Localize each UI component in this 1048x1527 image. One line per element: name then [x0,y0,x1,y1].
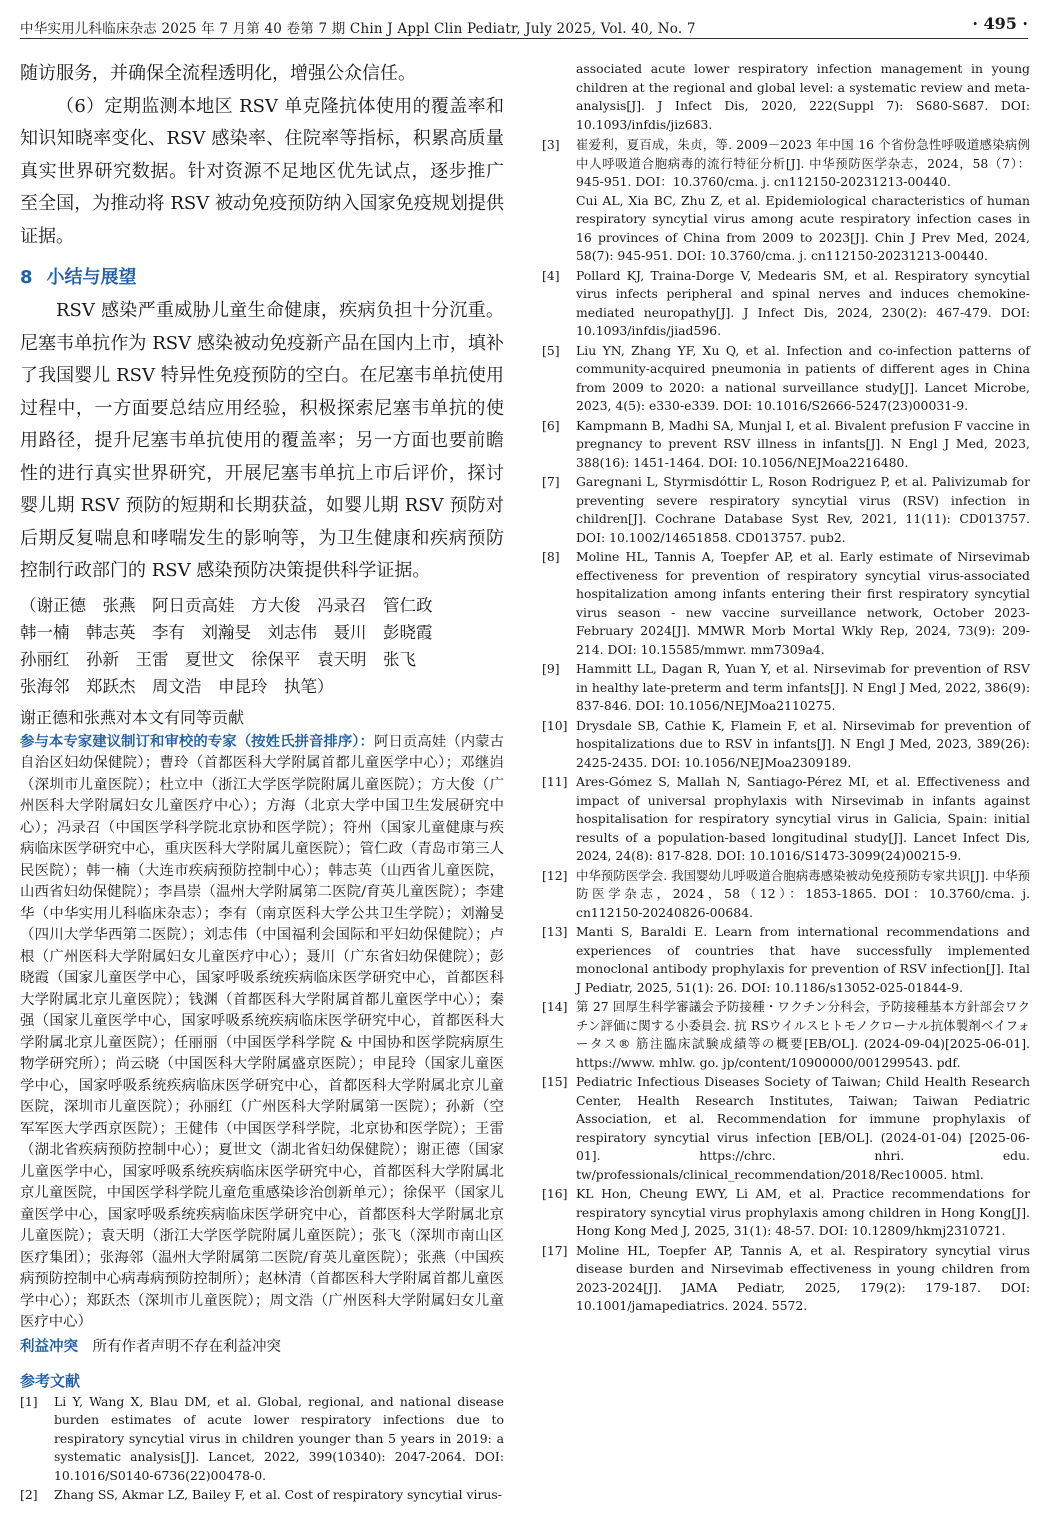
reference-number: [12] [542,867,568,883]
experts-label: 参与本专家建议制订和审校的专家（按姓氏拼音排序）： [20,733,374,750]
reference-item [542,473,1030,547]
author-line: 张海邻 郑跃杰 周文浩 申昆玲 执笔） [20,676,334,696]
expert-list [20,732,504,1334]
coi-text: 所有作者声明不存在利益冲突 [92,1338,281,1355]
reference-text: 第 27 回厚生科学審議会予防接種・ワクチン分科会，予防接種基本方針部会ワクチン評価に関する小委員会. 抗 RSウイルスヒトモノクローナル抗体製剤ベイフォータス® 筋注臨床試験成績等の概要[EB/OL]. (2024-09-04)[2025-06-01]. https://www. mhlw. go. jp/content/10900000/001299543. pdf. [576,999,1030,1070]
left-column [20,58,504,1506]
equal-contribution-note: 谢正德和张燕对本文有同等贡献 [20,707,245,727]
reference-item [542,717,1030,773]
reference-text: 中华预防医学会. 我国婴幼儿呼吸道合胞病毒感染被动免疫预防专家共识[J]. 中华预防医学杂志，2024，58（12）：1853-1865. DOI：10.3760/cma. j. cn112150-20240826-00684. [576,867,1030,920]
author-line: 韩一楠 韩志英 李有 刘瀚旻 刘志伟 聂川 彭晓霞 [20,622,433,642]
reference-continuation: associated acute lower respiratory infection management in young children at the regional and global level: a systematic review and meta-analysis[J]. J Infect Dis, 2020, 222(Suppl 7): S680-S687. DOI: 10.1093/infdis/jiz683. [576,61,1030,132]
reference-text: Drysdale SB, Cathie K, Flamein F, et al. Nirsevimab for prevention of hospitalizations due to RSV in infants[J]. N Engl J Med, 2023, 389(26): 2425-2435. DOI: 10.1056/NEJMoa2309189. [576,717,1030,770]
reference-text: Pediatric Infectious Diseases Society of Taiwan; Child Health Research Center, Health Research Institutes, Taiwan; Taiwan Pediatric Association, et al. Recommendation for immune prophylaxis of respiratory syncytial virus infection [EB/OL]. (2024-01-04) [2025-06-01]. https://chrc. nhri. edu. tw/professionals/clinical_recommendation/2018/Rec10005. html. [576,1074,1030,1182]
references-heading: 参考文献 [20,1371,81,1390]
reference-item [542,1185,1030,1241]
journal-citation: 中华实用儿科临床杂志 2025 年 7 月第 40 卷第 7 期 Chin J Appl Clin Pediatr, July 2025, Vol. 40, No. 7 [20,21,696,37]
reference-item [542,660,1030,716]
reference-text: Li Y, Wang X, Blau DM, et al. Global, regional, and national disease burden estimates of acute lower respiratory infections due to respiratory syncytial virus in children younger than 5 years in 2019: a systematic analysis[J]. Lancet, 2022, 399(10340): 2047-2064. DOI: 10.1016/S0140-6736(22)00478-0. [54,1393,504,1483]
reference-item [542,1242,1030,1316]
reference-number: [16] [542,1186,568,1201]
reference-number: [2] [20,1487,38,1502]
reference-item [542,923,1030,997]
reference-text: Zhang SS, Akmar LZ, Bailey F, et al. Cost of respiratory syncytial virus- [54,1487,502,1502]
reference-item [542,1073,1030,1184]
paragraph-1: 随访服务，并确保全流程透明化，增强公众信任。 [20,63,416,84]
reference-number: [8] [542,549,560,564]
reference-number: [9] [542,661,560,676]
running-header [20,14,1028,39]
reference-number: [4] [542,267,560,283]
reference-text: Liu YN, Zhang YF, Xu Q, et al. Infection and co-infection patterns of community-acquired pneumonia in patients of different ages in China from 2009 to 2020: a national surveillance study[J]. Lancet Microbe, 2023, 4(5): e330-e339. DOI: 10.1016/S2666-5247(23)00031-9. [576,342,1030,413]
section-title: 小结与展望 [46,267,137,288]
conflict-of-interest [20,1336,504,1358]
reference-text-english: Cui AL, Xia BC, Zhu Z, et al. Epidemiological characteristics of human respiratory syncytial virus among acute respiratory infection cases in 16 provinces of China from 2009 to 2023[J]. Chin J Prev Med, 2024, 58(7): 945-951. DOI: 10.3760/cma. j. cn112150-20231213-00440. [576,192,1030,263]
reference-text: Kampmann B, Madhi SA, Munjal I, et al. Bivalent prefusion F vaccine in pregnancy to prevent RSV illness in infants[J]. N Engl J Med, 2023, 388(16): 1451-1464. DOI: 10.1056/NEJMoa2216480. [576,417,1030,470]
reference-item [542,867,1030,923]
author-list [20,592,504,700]
reference-number: [3] [542,137,560,152]
reference-text: Pollard KJ, Traina-Dorge V, Medearis SM, et al. Respiratory syncytial virus infects peripheral and spinal nerves and induces chemokine-mediated neuropathy[J]. J Infect Dis, 2024, 230(2): 467-479. DOI: 10.1093/infdis/jiad596. [576,267,1030,338]
reference-number: [5] [542,342,560,358]
author-line: （谢正德 张燕 阿日贡高娃 方大俊 冯录召 管仁政 [20,595,433,615]
page-number: · 495 · [972,14,1028,33]
reference-item [542,998,1030,1072]
reference-number: [17] [542,1242,568,1258]
right-column [542,60,1030,1318]
reference-item [20,1393,504,1486]
reference-number: [10] [542,717,568,733]
reference-text: Ares-Gómez S, Mallah N, Santiago-Pérez MI, et al. Effectiveness and impact of universal prophylaxis with Nirsevimab in infants against hospitalisation for respiratory syncytial virus in Galicia, Spain: initial results of a population-based longitudinal study[J]. Lancet Infect Dis, 2024, 24(8): 817-828. DOI: 10.1016/S1473-3099(24)00215-9. [576,774,1030,863]
reference-item [542,548,1030,659]
reference-item [542,417,1030,473]
reference-text: Garegnani L, Styrmisdóttir L, Roson Rodriguez P, et al. Palivizumab for preventing severe respiratory syncytial virus (RSV) infection in children[J]. Cochrane Database Syst Rev, 2021, 11(11): CD013757. DOI: 10.1002/14651858. CD013757. pub2. [576,474,1030,545]
reference-text: Moline HL, Toepfer AP, Tannis A, et al. Respiratory syncytial virus disease burden and Nirsevimab effectiveness in young children from 2023-2024[J]. JAMA Pediatr, 2025, 179(2): 179-187. DOI: 10.1001/jamapediatrics. 2024. 5572. [576,1242,1030,1313]
reference-number: [14] [542,999,568,1014]
reference-item [20,1486,504,1505]
reference-number: [11] [542,774,568,789]
reference-item [542,136,1030,266]
reference-number: [15] [542,1074,568,1089]
reference-item [542,267,1030,341]
paragraph-2: （6）定期监测本地区 RSV 单克隆抗体使用的覆盖率和知识知晓率变化、RSV 感染率、住院率等指标，积累高质量真实世界研究数据。针对资源不足地区优先试点，逐步推广至全国，为推动将 RSV 被动免疫预防纳入国家免疫规划提供证据。 [20,95,504,247]
reference-number: [7] [542,474,560,489]
reference-number: [6] [542,417,560,433]
reference-number: [1] [20,1393,38,1409]
reference-item [542,342,1030,416]
section-number: 8 [20,267,33,288]
coi-label: 利益冲突 [20,1338,78,1355]
section-heading [20,263,504,289]
paragraph-summary: RSV 感染严重威胁儿童生命健康，疾病负担十分沉重。尼塞韦单抗作为 RSV 感染被动免疫新产品在国内上市，填补了我国婴儿 RSV 特异性免疫预防的空白。在尼塞韦单抗使用过程中，一方面要总结应用经验，积极探索尼塞韦单抗的使用路径，提升尼塞韦单抗使用的覆盖率；另一方面也要前瞻性的进行真实世界研究，开展尼塞韦单抗上市后评价，探讨婴儿期 RSV 预防的短期和长期获益，如婴儿期 RSV 预防对后期反复喘息和哮喘发生的影响等，为卫生健康和疾病预防控制行政部门的 RSV 感染预防决策提供科学证据。 [20,300,504,581]
experts-text: 阿日贡高娃（内蒙古自治区妇幼保健院）；曹玲（首都医科大学附属首都儿童医学中心）；邓继岿（深圳市儿童医院）；杜立中（浙江大学医学院附属儿童医院）；方大俊（广州医科大学附属妇女儿童医疗中心）；方海（北京大学中国卫生发展研究中心）；冯录召（中国医学科学院北京协和医学院）；符州（国家儿童健康与疾病临床医学研究中心，重庆医科大学附属儿童医院）；管仁政（青岛市第三人民医院）；韩一楠（大连市疾病预防控制中心）；韩志英（山西省儿童医院，山西省妇幼保健院）；李昌崇（温州大学附属第二医院/育英儿童医院）；李建华（中华实用儿科临床杂志）；李有（南京医科大学公共卫生学院）；刘瀚旻（四川大学华西第二医院）；刘志伟（中国福利会国际和平妇幼保健院）；卢根（广州医科大学附属妇女儿童医疗中心）；聂川（广东省妇幼保健院）；彭晓霞（国家儿童医学中心，国家呼吸系统疾病临床医学研究中心，首都医科大学附属北京儿童医院）；钱渊（首都医科大学附属首都儿童医学中心）；秦强（国家儿童医学中心，国家呼吸系统疾病临床医学研究中心，首都医科大学附属北京儿童医院）；任丽丽（中国医学科学院 & 中国协和医学院病原生物学研究所）；尚云晓（中国医科大学附属盛京医院）；申昆玲（国家儿童医学中心，国家呼吸系统疾病临床医学研究中心，首都医科大学附属北京儿童医院，深圳市儿童医院）；孙丽红（广州医科大学附属第一医院）；孙新（空军军医大学西京医院）；王健伟（中国医学科学院，北京协和医学院）；王雷（湖北省疾病预防控制中心）；夏世文（湖北省妇幼保健院）；谢正德（国家儿童医学中心，国家呼吸系统疾病临床医学研究中心，首都医科大学附属北京儿童医院，中国医学科学院儿童危重感染诊治创新单元）；徐保平（国家儿童医学中心，国家呼吸系统疾病临床医学研究中心，首都医科大学附属北京儿童医院）；袁天明（浙江大学医学院附属儿童医院）；张飞（深圳市南山区医疗集团）；张海邻（温州大学附属第二医院/育英儿童医院）；张燕（中国疾病预防控制中心病毒病预防控制所）；赵林清（首都医科大学附属首都儿童医学中心）；郑跃杰（深圳市儿童医院）；周文浩（广州医科大学附属妇女儿童医疗中心） [20,733,504,1330]
reference-text: KL Hon, Cheung EWY, Li AM, et al. Practice recommendations for respiratory syncytial virus prophylaxis among children in Hong Kong[J]. Hong Kong Med J, 2025, 31(1): 48-57. DOI: 10.12809/hkmj2310721. [576,1186,1030,1238]
reference-text: 崔爱利，夏百成，朱贞，等. 2009－2023 年中国 16 个省份急性呼吸道感染病例中人呼吸道合胞病毒的流行特征分析[J]. 中华预防医学杂志，2024，58（7）：945-951. DOI：10.3760/cma. j. cn112150-20231213-00440. [576,137,1030,189]
reference-text: Moline HL, Tannis A, Toepfer AP, et al. Early estimate of Nirsevimab effectiveness for prevention of respiratory syncytial virus-associated hospitalization among infants entering their first respiratory syncytial virus season - new vaccine surveillance network, October 2023-February 2024[J]. MMWR Morb Mortal Wkly Rep, 2024, 73(9): 209-214. DOI: 10.15585/mmwr. mm7309a4. [576,549,1030,657]
reference-item [542,773,1030,866]
author-line: 孙丽红 孙新 王雷 夏世文 徐保平 袁天明 张飞 [20,649,416,669]
reference-text: Hammitt LL, Dagan R, Yuan Y, et al. Nirsevimab for prevention of RSV in healthy late-preterm and term infants[J]. N Engl J Med, 2022, 386(9): 837-846. DOI: 10.1056/NEJMoa2110275. [576,661,1030,713]
reference-text: Manti S, Baraldi E. Learn from international recommendations and experiences of countries that have successfully implemented monoclonal antibody prophylaxis for prevention of RSV infection[J]. Ital J Pediatr, 2025, 51(1): 26. DOI: 10.1186/s13052-025-01844-9. [576,924,1030,995]
reference-number: [13] [542,924,568,939]
